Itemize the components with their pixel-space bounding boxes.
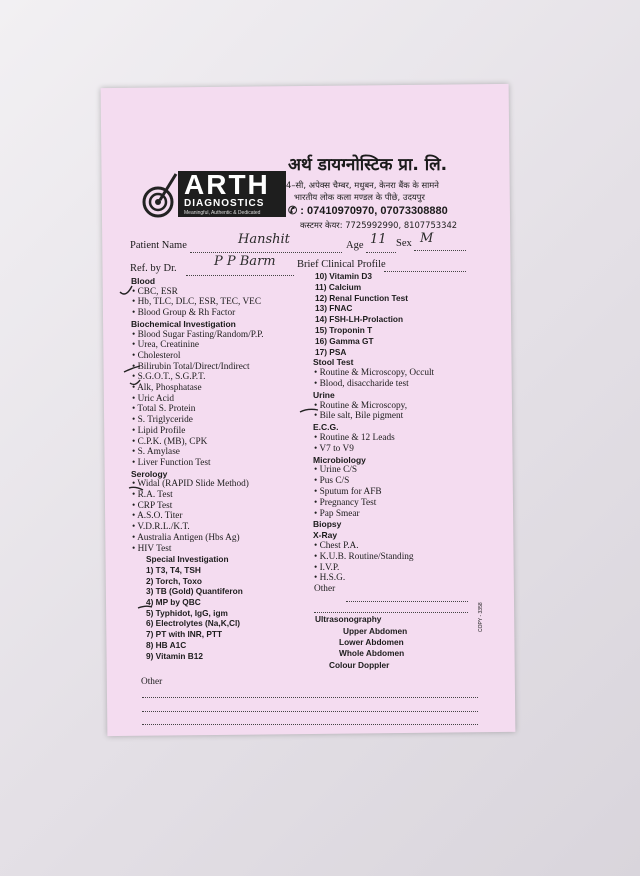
side-copy-code: COPY - 3358 [478, 602, 484, 632]
section-heading-blood: Blood [131, 276, 156, 286]
test-item-11-calcium: 11) Calcium [315, 281, 362, 292]
section-heading-serology: Serology [131, 468, 168, 479]
test-item-crp-test: • CRP Test [132, 500, 173, 511]
logo-tagline: Meaningful, Authentic & Dedicated [184, 210, 261, 216]
test-item-c-p-k-mb-cpk: • C.P.K. (MB), CPK [132, 436, 208, 447]
test-item-chest-p-a: • Chest P.A. [314, 541, 359, 551]
test-item-liver-function-test: • Liver Function Test [132, 457, 211, 468]
test-item-other: Other [314, 584, 336, 595]
test-item-12-renal-function-test: 12) Renal Function Test [315, 292, 408, 303]
other-label: Other [141, 677, 163, 687]
sex-value: M [420, 231, 434, 246]
customer-care: कस्टमर केयर: 7725992990, 8107753342 [300, 220, 458, 230]
test-item-pus-c-s: • Pus C/S [314, 476, 350, 487]
test-item-v-d-r-l-k-t: • V.D.R.L./K.T. [132, 522, 190, 533]
test-item-australia-antigen-hbs-ag: • Australia Antigen (Hbs Ag) [132, 532, 240, 543]
ref-by-label: Ref. by Dr. [130, 263, 177, 274]
test-item-14-fsh-lh-prolaction: 14) FSH-LH-Prolaction [315, 314, 404, 325]
test-item-widal-rapid-slide-method: • Widal (RAPID Slide Method) [132, 479, 249, 490]
section-heading-stool-test: Stool Test [313, 357, 354, 368]
test-item-s-triglyceride: • S. Triglyceride [132, 415, 193, 426]
patient-name-value: Hanshit [238, 232, 290, 247]
test-item-15-troponin-t: 15) Troponin T [315, 325, 373, 335]
test-item-blood-disaccharide-test: • Blood, disaccharide test [314, 379, 409, 389]
test-item-urea-creatinine: • Urea, Creatinine [132, 340, 200, 351]
patient-name-label: Patient Name [130, 240, 187, 251]
test-item-7-pt-with-inr-ptt: 7) PT with INR, PTT [146, 629, 223, 640]
ultrasonography-title: Ultrasonography [315, 614, 382, 624]
sex-label: Sex [396, 238, 412, 249]
test-item-hiv-test: • HIV Test [132, 543, 172, 554]
test-item-9-vitamin-b12: 9) Vitamin B12 [146, 650, 204, 661]
test-item-total-s-protein: • Total S. Protein [132, 404, 196, 415]
usg-lower-abdomen: Lower Abdomen [339, 637, 404, 647]
usg-whole-abdomen: Whole Abdomen [339, 648, 405, 658]
test-item-s-amylase: • S. Amylase [132, 447, 180, 458]
test-item-1-t3-t4-tsh: 1) T3, T4, TSH [146, 564, 201, 575]
logo-main-text: ARTH [184, 169, 270, 200]
test-item-2-torch-toxo: 2) Torch, Toxo [146, 575, 202, 586]
test-item-lipid-profile: • Lipid Profile [132, 425, 186, 436]
section-heading-x-ray: X-Ray [313, 530, 338, 541]
test-item-pap-smear: • Pap Smear [314, 508, 360, 519]
logo-sub-text: DIAGNOSTICS [184, 198, 265, 209]
test-item-bile-salt-bile-pigment: • Bile salt, Bile pigment [314, 411, 404, 422]
section-heading-urine: Urine [313, 389, 335, 400]
test-item-16-gamma-gt: 16) Gamma GT [315, 335, 374, 346]
test-item-3-tb-gold-quantiferon: 3) TB (Gold) Quantiferon [146, 586, 243, 597]
test-item-pregnancy-test: • Pregnancy Test [314, 497, 377, 508]
test-item-alk-phosphatase: • Alk, Phosphatase [132, 383, 202, 393]
ref-by-value: P P Barm [214, 254, 276, 269]
test-item-17-psa: 17) PSA [315, 346, 347, 357]
test-item-uric-acid: • Uric Acid [132, 393, 174, 404]
test-item-blood-sugar-fasting-random-p-p: • Blood Sugar Fasting/Random/P.P. [132, 329, 264, 340]
test-item-k-u-b-routine-standing: • K.U.B. Routine/Standing [314, 551, 414, 562]
test-item-a-s-o-titer: • A.S.O. Titer [132, 511, 183, 522]
usg-upper-abdomen: Upper Abdomen [343, 626, 408, 636]
age-value: 11 [370, 232, 387, 247]
test-item-special-investigation: Special Investigation [146, 554, 229, 565]
test-item-r-a-test: • R.A. Test [132, 490, 173, 500]
section-heading-e-c-g: E.C.G. [313, 422, 339, 433]
test-item-s-g-o-t-s-g-p-t: • S.G.O.T., S.G.P.T. [132, 372, 206, 383]
test-item-cbc-esr: • CBC, ESR [132, 286, 178, 297]
test-item-hb-tlc-dlc-esr-tec-vec: • Hb, TLC, DLC, ESR, TEC, VEC [132, 297, 262, 308]
address-line-2: भारतीय लोक कला मण्डल के पीछे, उदयपुर [294, 192, 425, 202]
test-item-cholesterol: • Cholesterol [132, 350, 181, 361]
company-name-hindi: अर्थ डायग्नोस्टिक प्रा. लि. [288, 155, 448, 175]
test-item-routine-microscopy-occult: • Routine & Microscopy, Occult [314, 368, 435, 379]
test-item-13-fnac: 13) FNAC [315, 303, 353, 314]
test-item-5-typhidot-igg-igm: 5) Typhidot, IgG, igm [146, 607, 228, 618]
test-item-4-mp-by-qbc: 4) MP by QBC [146, 597, 201, 607]
test-item-sputum-for-afb: • Sputum for AFB [314, 487, 382, 497]
section-heading-microbiology: Microbiology [313, 454, 366, 465]
test-item-i-v-p: • I.V.P. [314, 562, 340, 573]
phone-numbers: ✆ : 07410970970, 07073308880 [288, 205, 448, 217]
test-item-v7-to-v9: • V7 to V9 [314, 443, 354, 454]
usg-colour-doppler: Colour Doppler [329, 660, 390, 670]
address-line-1: 4–सी, अपेक्स चैम्बर, मधुबन, केनरा बैंक के सामने [286, 180, 439, 190]
test-item-bilirubin-total-direct-indirect: • Bilirubin Total/Direct/Indirect [132, 361, 250, 372]
test-item-6-electrolytes-na-k-cl: 6) Electrolytes (Na,K,Cl) [146, 618, 241, 629]
clinical-profile-label: Brief Clinical Profile [297, 259, 386, 270]
section-heading-biochemical-investigation: Biochemical Investigation [131, 318, 236, 329]
test-item-8-hb-a1c: 8) HB A1C [146, 639, 187, 650]
age-label: Age [346, 240, 364, 251]
test-item-routine-microscopy: • Routine & Microscopy, [314, 400, 408, 411]
section-heading-biopsy: Biopsy [313, 519, 342, 530]
test-item-urine-c-s: • Urine C/S [314, 465, 358, 476]
test-item-h-s-g: • H.S.G. [314, 573, 346, 584]
test-item-blood-group-rh-factor: • Blood Group & Rh Factor [132, 308, 236, 319]
test-item-routine-12-leads: • Routine & 12 Leads [314, 433, 395, 443]
test-item-10-vitamin-d3: 10) Vitamin D3 [315, 271, 373, 281]
